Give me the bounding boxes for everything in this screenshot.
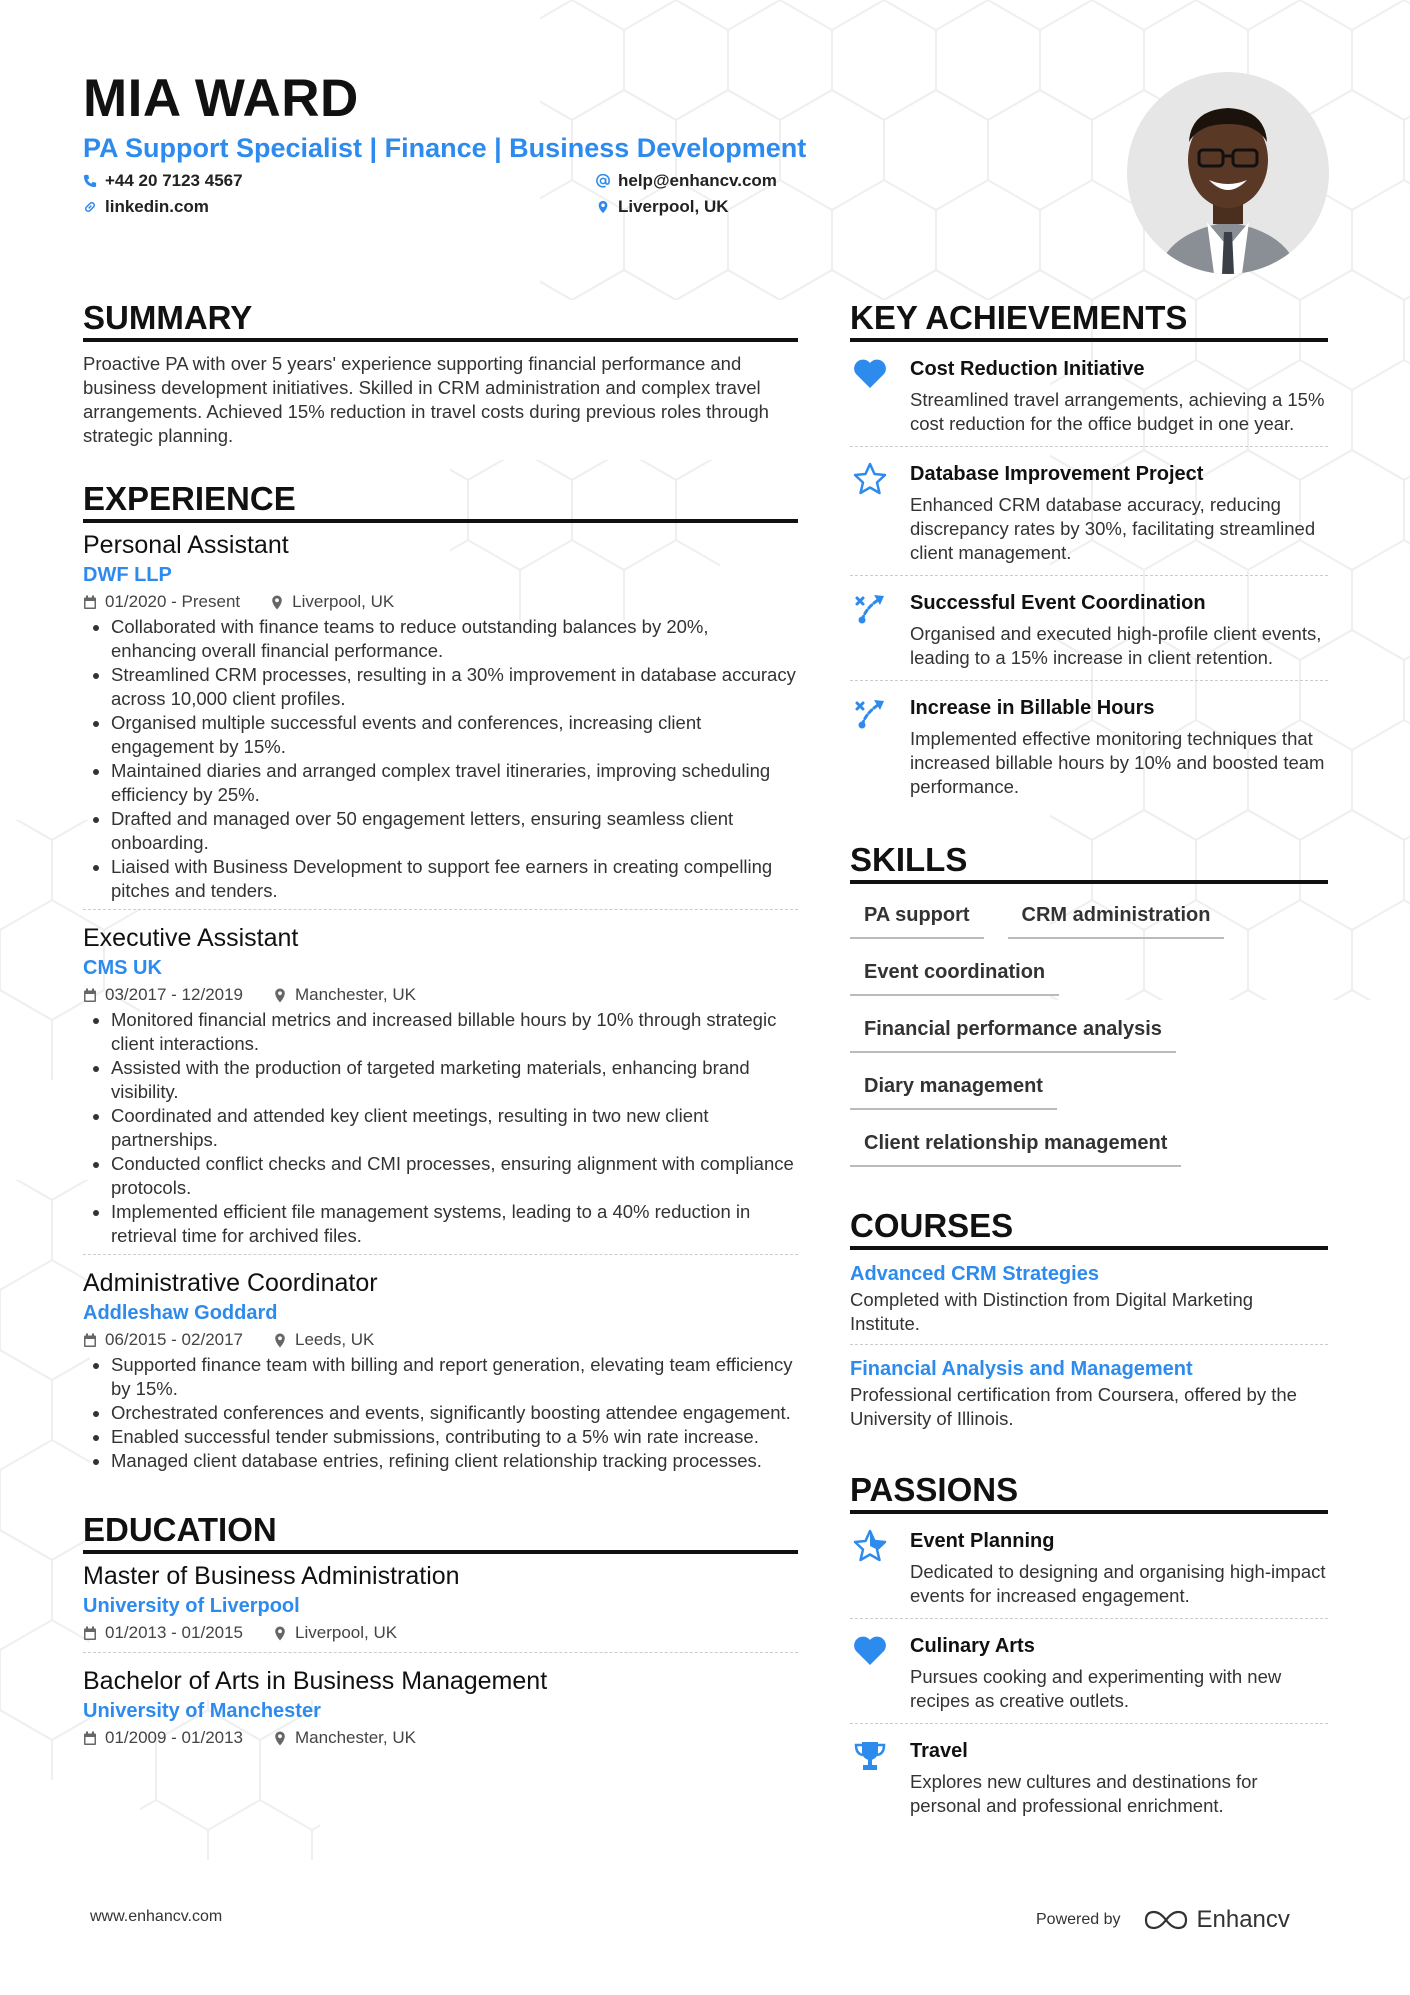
education-dates: 01/2009 - 01/2013	[105, 1728, 244, 1747]
job-bullets	[83, 615, 798, 903]
summary-section	[83, 295, 798, 448]
job-bullets	[83, 1353, 798, 1473]
skill-tag: Event coordination	[850, 947, 1059, 996]
achievement-item	[850, 681, 1328, 809]
course-desc: Professional certification from Coursera, offered by the University of Illinois.	[850, 1384, 1297, 1429]
linkedin-contact[interactable]	[83, 197, 209, 217]
passion-desc: Explores new cultures and destinations for personal and professional enrichment.	[910, 1771, 1258, 1816]
passion-desc: Pursues cooking and experimenting with new recipes as creative outlets.	[910, 1666, 1282, 1711]
location-pin-icon	[273, 1731, 287, 1746]
course-item	[850, 1250, 1328, 1344]
passion-title: Travel	[910, 1740, 968, 1762]
experience-entry	[83, 529, 798, 909]
calendar-icon	[83, 595, 97, 610]
job-bullet: • Managed client database entries, refining client relationship tracking processes.	[111, 1449, 798, 1473]
location-pin-icon	[273, 988, 287, 1003]
achievement-item	[850, 447, 1328, 576]
job-dates: 06/2015 - 02/2017	[105, 1330, 244, 1349]
skills-section	[850, 837, 1328, 1175]
course-desc: Completed with Distinction from Digital Marketing Institute.	[850, 1289, 1254, 1334]
passion-item	[850, 1724, 1328, 1828]
education-dates: 01/2013 - 01/2015	[105, 1623, 244, 1642]
job-bullet: • Assisted with the production of targeted marketing materials, enhancing brand visibility.	[111, 1056, 798, 1104]
achievement-title: Increase in Billable Hours	[910, 697, 1155, 719]
passion-item	[850, 1619, 1328, 1724]
skill-tag: PA support	[850, 890, 984, 939]
job-bullet: • Coordinated and attended key client meetings, resulting in two new client partnerships.	[111, 1104, 798, 1152]
job-bullet: • Supported finance team with billing and report generation, elevating team efficiency by 15%.	[111, 1353, 798, 1401]
job-company: CMS UK	[83, 957, 162, 979]
star-icon	[852, 1528, 888, 1564]
education-section	[83, 1507, 798, 1757]
job-role: Administrative Coordinator	[83, 1269, 378, 1297]
skill-tag: Client relationship management	[850, 1118, 1181, 1167]
calendar-icon	[83, 1731, 97, 1746]
phone-icon	[83, 174, 97, 188]
achievement-item	[850, 342, 1328, 447]
degree: Bachelor of Arts in Business Management	[83, 1667, 548, 1695]
job-dates: 01/2020 - Present	[105, 592, 241, 611]
strategy-icon	[852, 590, 888, 626]
experience-entry	[83, 909, 798, 1254]
star-outline-icon	[852, 461, 888, 497]
calendar-icon	[83, 1333, 97, 1348]
experience-section	[83, 476, 798, 1479]
job-role: Executive Assistant	[83, 924, 299, 952]
location-pin-icon	[270, 595, 284, 610]
calendar-icon	[83, 988, 97, 1003]
achievement-desc: Implemented effective monitoring techniques that increased billable hours by 10% and boosted team performance.	[910, 728, 1325, 797]
left-column	[83, 295, 798, 1785]
passions-section	[850, 1467, 1328, 1828]
job-bullet: • Drafted and managed over 50 engagement letters, ensuring seamless client onboarding.	[111, 807, 798, 855]
job-bullet: • Maintained diaries and arranged complex travel itineraries, improving scheduling efficiency by 25%.	[111, 759, 798, 807]
education-heading: EDUCATION	[83, 1507, 798, 1554]
degree: Master of Business Administration	[83, 1562, 460, 1590]
skill-tag: CRM administration	[1008, 890, 1225, 939]
profile-photo	[1127, 72, 1329, 274]
phone-contact[interactable]	[83, 171, 243, 191]
experience-heading: EXPERIENCE	[83, 476, 798, 523]
job-role: Personal Assistant	[83, 531, 289, 559]
skill-tag: Diary management	[850, 1061, 1057, 1110]
education-location: Liverpool, UK	[295, 1623, 398, 1642]
job-company: Addleshaw Goddard	[83, 1302, 278, 1324]
phone-text: +44 20 7123 4567	[105, 171, 243, 190]
passion-item	[850, 1514, 1328, 1619]
location-pin-icon	[273, 1626, 287, 1641]
job-bullet: • Liaised with Business Development to support fee earners in creating compelling pitches and tenders.	[111, 855, 798, 903]
enhancv-logo-icon	[1143, 1909, 1189, 1931]
footer-website-link[interactable]: www.enhancv.com	[90, 1908, 223, 1925]
passions-heading: PASSIONS	[850, 1467, 1328, 1514]
course-title: Advanced CRM Strategies	[850, 1263, 1099, 1285]
education-entry	[83, 1652, 798, 1757]
job-bullets	[83, 1008, 798, 1248]
school: University of Manchester	[83, 1700, 321, 1722]
passion-title: Event Planning	[910, 1530, 1055, 1552]
location-text: Liverpool, UK	[618, 197, 729, 216]
achievement-title: Database Improvement Project	[910, 463, 1204, 485]
powered-by-label: Powered by	[1036, 1911, 1121, 1928]
strategy-icon	[852, 695, 888, 731]
achievement-item	[850, 576, 1328, 681]
job-bullet: • Orchestrated conferences and events, significantly boosting attendee engagement.	[111, 1401, 798, 1425]
calendar-icon	[83, 1626, 97, 1641]
job-bullet: • Collaborated with finance teams to reduce outstanding balances by 20%, enhancing overall financial performance.	[111, 615, 798, 663]
location-contact	[596, 197, 729, 217]
job-bullet: • Enabled successful tender submissions, contributing to a 5% win rate increase.	[111, 1425, 798, 1449]
course-title: Financial Analysis and Management	[850, 1358, 1193, 1380]
location-pin-icon	[273, 1333, 287, 1348]
education-entry	[83, 1560, 798, 1652]
courses-section	[850, 1203, 1328, 1439]
email-contact[interactable]	[596, 171, 777, 191]
job-bullet: • Implemented efficient file management systems, leading to a 40% reduction in retrieval time for archived files.	[111, 1200, 798, 1248]
email-text: help@enhancv.com	[618, 171, 777, 190]
candidate-title: PA Support Specialist | Finance | Business Development	[83, 133, 807, 163]
achievement-desc: Streamlined travel arrangements, achieving a 15% cost reduction for the office budget in one year.	[910, 389, 1325, 434]
job-location: Liverpool, UK	[292, 592, 395, 611]
passion-title: Culinary Arts	[910, 1635, 1035, 1657]
location-pin-icon	[596, 200, 610, 214]
job-bullet: • Organised multiple successful events and conferences, increasing client engagement by 15%.	[111, 711, 798, 759]
achievement-title: Cost Reduction Initiative	[910, 358, 1145, 380]
candidate-name: MIA WARD	[83, 69, 359, 128]
right-column	[850, 295, 1328, 1856]
job-location: Manchester, UK	[295, 985, 416, 1004]
passion-desc: Dedicated to designing and organising high-impact events for increased engagement.	[910, 1561, 1326, 1606]
achievements-heading: KEY ACHIEVEMENTS	[850, 295, 1328, 342]
experience-entry	[83, 1254, 798, 1479]
achievement-desc: Organised and executed high-profile client events, leading to a 15% increase in client retention.	[910, 623, 1322, 668]
skill-tag: Financial performance analysis	[850, 1004, 1176, 1053]
achievement-title: Successful Event Coordination	[910, 592, 1206, 614]
job-company: DWF LLP	[83, 564, 172, 586]
job-location: Leeds, UK	[295, 1330, 375, 1349]
skills-heading: SKILLS	[850, 837, 1328, 884]
achievement-desc: Enhanced CRM database accuracy, reducing discrepancy rates by 30%, facilitating streamlined client management.	[910, 494, 1316, 563]
achievements-section	[850, 295, 1328, 809]
summary-heading: SUMMARY	[83, 295, 798, 342]
course-item	[850, 1344, 1328, 1439]
job-dates: 03/2017 - 12/2019	[105, 985, 244, 1004]
job-bullet: • Monitored financial metrics and increased billable hours by 10% through strategic client interactions.	[111, 1008, 798, 1056]
heart-icon	[852, 356, 888, 392]
linkedin-text: linkedin.com	[105, 197, 209, 216]
trophy-icon	[852, 1738, 888, 1774]
link-icon	[83, 200, 97, 214]
school: University of Liverpool	[83, 1595, 300, 1617]
job-bullet: • Conducted conflict checks and CMI processes, ensuring alignment with compliance protocols.	[111, 1152, 798, 1200]
footer-powered-by	[1036, 1906, 1290, 1934]
enhancv-brand-text: Enhancv	[1196, 1906, 1290, 1933]
at-icon	[596, 174, 610, 188]
education-location: Manchester, UK	[295, 1728, 416, 1747]
enhancv-logo[interactable]	[1143, 1906, 1290, 1934]
summary-text: Proactive PA with over 5 years' experience supporting financial performance and business development initiatives. Skilled in CRM administration and complex travel arrangements. Achieved 15% reduction in travel costs during previous roles through strategic planning.	[83, 353, 769, 446]
courses-heading: COURSES	[850, 1203, 1328, 1250]
job-bullet: • Streamlined CRM processes, resulting in a 30% improvement in database accuracy across 10,000 client profiles.	[111, 663, 798, 711]
heart-icon	[852, 1633, 888, 1669]
